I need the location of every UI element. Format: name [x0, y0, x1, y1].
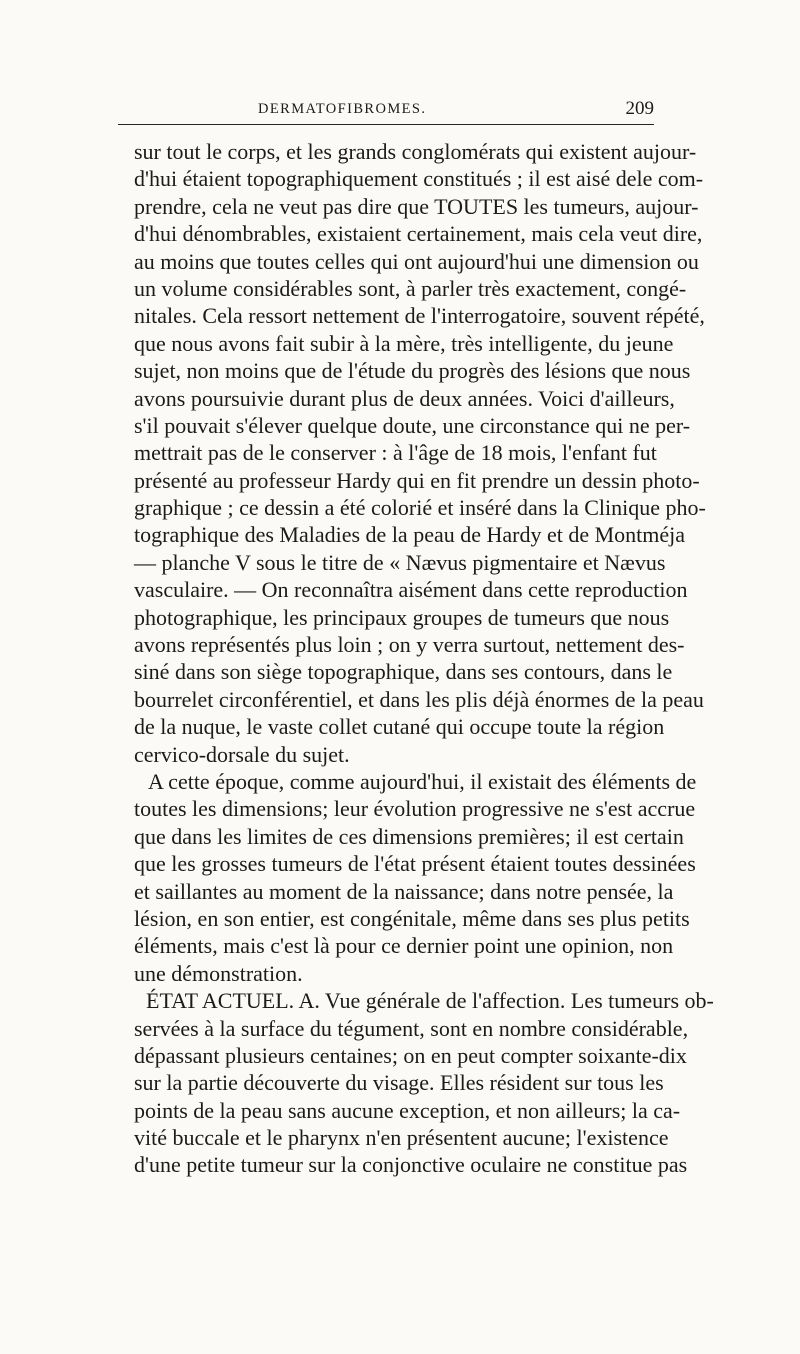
- text-line: sur la partie découverte du visage. Elles résident sur tous les: [134, 1070, 664, 1096]
- header-rule: [118, 124, 654, 125]
- text-line: nitales. Cela ressort nettement de l'interrogatoire, souvent répété,: [134, 303, 705, 329]
- text-line: siné dans son siège topographique, dans ses contours, dans le: [134, 659, 673, 685]
- text-line: sur tout le corps, et les grands conglomérats qui existent aujour-: [134, 139, 697, 164]
- text-line: que les grosses tumeurs de l'état présent étaient toutes dessinées: [134, 851, 696, 877]
- text-line: avons représentés plus loin ; on y verra surtout, nettement des-: [134, 632, 685, 658]
- text-line: cervico-dorsale du sujet.: [134, 741, 350, 767]
- text-line: prendre, cela ne veut pas dire que TOUTES les tumeurs, aujour-: [134, 193, 699, 219]
- page-header: [258, 98, 654, 123]
- text-line: bourrelet circonférentiel, et dans les plis déjà énormes de la peau: [134, 686, 704, 712]
- text-line: éléments, mais c'est là pour ce dernier point une opinion, non: [134, 933, 674, 959]
- text-line: s'il pouvait s'élever quelque doute, une circonstance qui ne per-: [134, 412, 691, 438]
- text-line: présenté au professeur Hardy qui en fit prendre un dessin photo-: [134, 467, 700, 493]
- text-line: lésion, en son entier, est congénitale, même dans ses plus petits: [134, 905, 690, 931]
- text-line: toutes les dimensions; leur évolution progressive ne s'est accrue: [134, 796, 696, 822]
- text-line: et saillantes au moment de la naissance; dans notre pensée, la: [134, 878, 674, 904]
- text-line: mettrait pas de le conserver : à l'âge de 18 mois, l'enfant fut: [134, 440, 657, 466]
- text-line: avons poursuivie durant plus de deux années. Voici d'ailleurs,: [134, 385, 675, 411]
- text-line: graphique ; ce dessin a été colorié et inséré dans la Clinique pho-: [134, 495, 706, 521]
- text-line: tographique des Maladies de la peau de Hardy et de Montméja: [134, 522, 686, 548]
- text-line: points de la peau sans aucune exception, et non ailleurs; la ca-: [134, 1097, 681, 1123]
- text-line: de la nuque, le vaste collet cutané qui occupe toute la région: [134, 714, 665, 740]
- text-line: photographique, les principaux groupes de tumeurs que nous: [134, 604, 670, 630]
- text-line: un volume considérables sont, à parler très exactement, congé-: [134, 275, 687, 301]
- text-line: une démonstration.: [134, 960, 303, 986]
- text-line: vasculaire. — On reconnaîtra aisément dans cette reproduction: [134, 577, 688, 603]
- text-line: d'hui étaient topographiquement constitués ; il est aisé dele com-: [134, 166, 704, 192]
- text-line: d'hui dénombrables, existaient certainement, mais cela veut dire,: [134, 221, 703, 247]
- running-title: DERMATOFIBROMES.: [258, 101, 427, 117]
- text-line: que nous avons fait subir à la mère, très intelligente, du jeune: [134, 330, 674, 356]
- paragraph-start-line: ÉTAT ACTUEL. A. Vue générale de l'affection. Les tumeurs ob-: [146, 988, 714, 1014]
- paragraph-start-line: A cette époque, comme aujourd'hui, il existait des éléments de: [148, 768, 697, 794]
- page-number: 209: [625, 98, 654, 119]
- text-line: vité buccale et le pharynx n'en présentent aucune; l'existence: [134, 1125, 669, 1151]
- body-text: [134, 138, 714, 1179]
- text-line: servées à la surface du tégument, sont en nombre considérable,: [134, 1015, 689, 1041]
- text-line: — planche V sous le titre de « Nævus pigmentaire et Nævus: [134, 549, 666, 575]
- text-line: sujet, non moins que de l'étude du progrès des lésions que nous: [134, 358, 691, 384]
- text-line: que dans les limites de ces dimensions premières; il est certain: [134, 823, 684, 849]
- text-line: d'une petite tumeur sur la conjonctive oculaire ne constitue pas: [134, 1152, 688, 1178]
- text-line: dépassant plusieurs centaines; on en peut compter soixante-dix: [134, 1042, 687, 1068]
- text-line: au moins que toutes celles qui ont aujourd'hui une dimension ou: [134, 248, 699, 274]
